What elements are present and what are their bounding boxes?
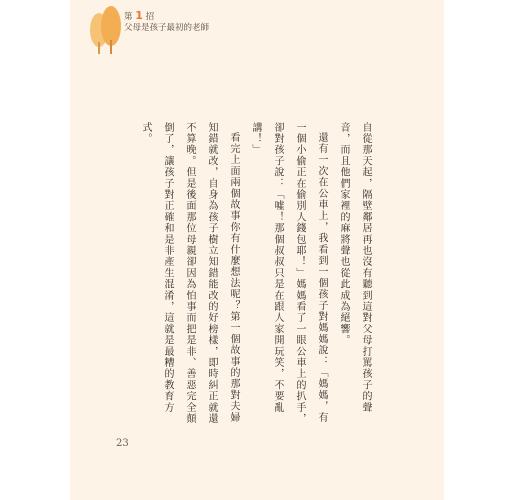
paragraph-1: 自從那天起，隔壁鄰居再也沒有聽到這對父母打罵孩子的聲音，而且他們家裡的麻將聲也從此成為絕響。 (338, 122, 371, 414)
chapter-header (124, 10, 209, 34)
chapter-title: 父母是孩子最初的老師 (124, 23, 210, 33)
chapter-suffix: 招 (145, 12, 155, 22)
chapter-number: 1 (135, 9, 143, 22)
body-text (126, 122, 376, 432)
paragraph-2: 還有一次在公車上，我看到一個孩子對媽媽說：「媽媽，有一個小偷正在偷別人錢包耶！」媽媽看了一眼公車上的扒手，卻對孩子說：「噓！那個叔叔只是在跟人家開玩笑，不要亂講！」 (250, 122, 327, 425)
chapter-prefix: 第 (124, 12, 133, 22)
page-number: 23 (116, 438, 129, 449)
paragraph-3: 看完上面兩個故事你有什麼想法呢？第一個故事的那對夫婦知錯就改，自身為孩子樹立知錯能改的好榜樣，即時糾正就還不算晚。但是後面那位母親卻因為怕事而把是非、善惡完全顛倒了，讓孩子對正確和是非產生混淆，這就是最糟的教育方式。 (140, 122, 239, 425)
book-page (70, 0, 444, 500)
chapter-label (124, 10, 209, 22)
tree-icon (88, 4, 124, 56)
